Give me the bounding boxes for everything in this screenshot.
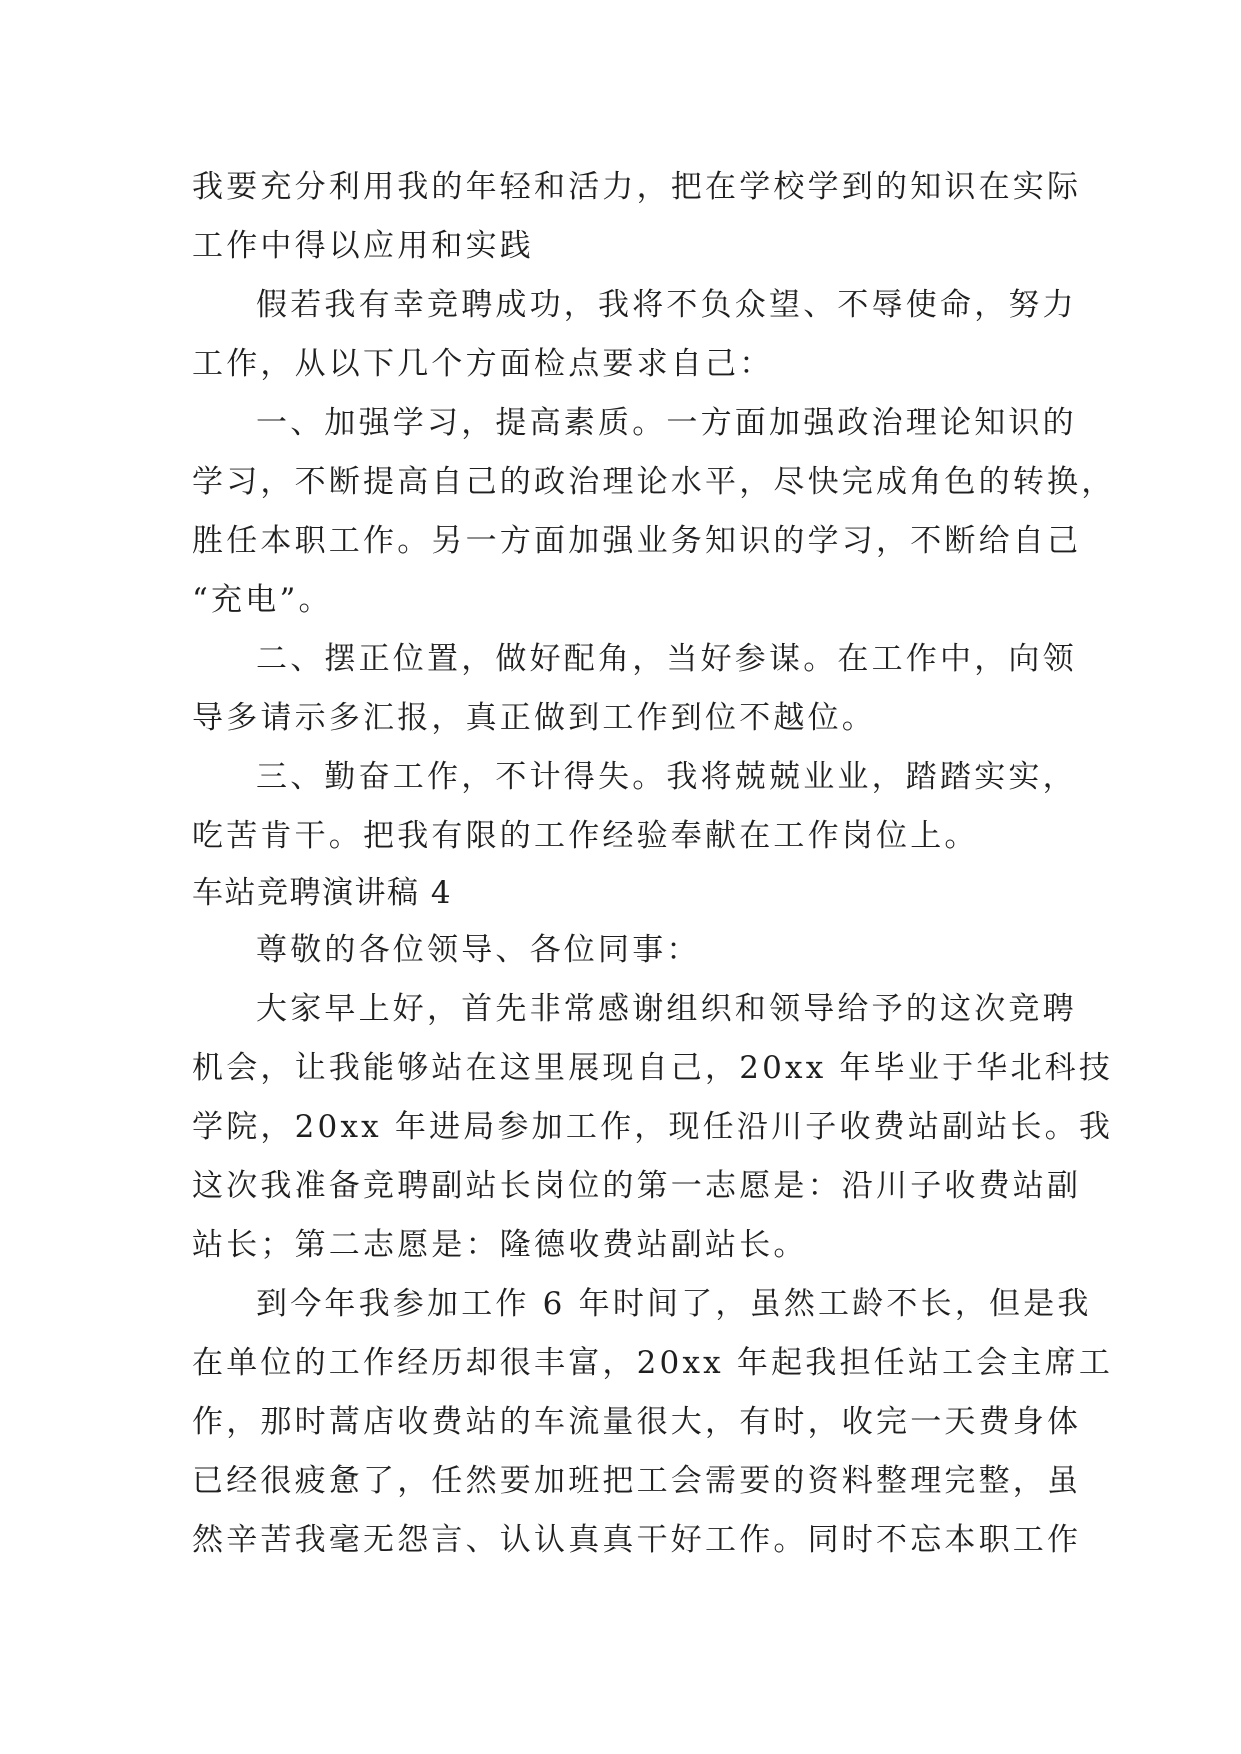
text-line: 作，那时蒿店收费站的车流量很大，有时，收完一天费身体 — [192, 1404, 1082, 1440]
paragraph — [192, 980, 1114, 1275]
text-line: 机会，让我能够站在这里展现自己，20xx 年毕业于华北科技 — [192, 1050, 1114, 1086]
paragraph — [192, 158, 1082, 276]
text-line: 工作，从以下几个方面检点要求自己： — [192, 346, 774, 382]
paragraph — [192, 748, 1077, 866]
section-title: 车站竞聘演讲稿 4 — [192, 875, 453, 911]
paragraph — [192, 1275, 1114, 1570]
text-line: 到今年我参加工作 6 年时间了，虽然工龄不长，但是我 — [256, 1286, 1092, 1322]
text-line: 导多请示多汇报，真正做到工作到位不越位。 — [192, 700, 876, 736]
paragraph — [192, 276, 1077, 394]
text-line: 已经很疲惫了，任然要加班把工会需要的资料整理完整，虽 — [192, 1463, 1082, 1499]
text-line: “充电”。 — [192, 582, 333, 618]
paragraph — [192, 630, 1077, 748]
text-line: 胜任本职工作。另一方面加强业务知识的学习，不断给自己 — [192, 523, 1082, 559]
text-line: 吃苦肯干。把我有限的工作经验奉献在工作岗位上。 — [192, 818, 979, 854]
text-line: 假若我有幸竞聘成功，我将不负众望、不辱使命，努力 — [256, 287, 1077, 323]
text-line: 我要充分利用我的年轻和活力，把在学校学到的知识在实际 — [192, 169, 1082, 205]
text-line: 二、摆正位置，做好配角，当好参谋。在工作中，向领 — [256, 641, 1077, 677]
text-line: 工作中得以应用和实践 — [192, 228, 534, 264]
text-line: 大家早上好，首先非常感谢组织和领导给予的这次竞聘 — [256, 991, 1077, 1027]
text-line: 学院，20xx 年进局参加工作，现任沿川子收费站副站长。我 — [192, 1109, 1114, 1145]
document-body — [192, 158, 1116, 1570]
text-line: 学习，不断提高自己的政治理论水平，尽快完成角色的转换， — [192, 464, 1116, 500]
paragraph — [192, 921, 1052, 980]
text-line: 三、勤奋工作，不计得失。我将兢兢业业，踏踏实实， — [256, 759, 1077, 795]
text-line: 站长；第二志愿是：隆德收费站副站长。 — [192, 1227, 808, 1263]
text-line: 在单位的工作经历却很丰富，20xx 年起我担任站工会主席工 — [192, 1345, 1114, 1381]
text-line: 一、加强学习，提高素质。一方面加强政治理论知识的 — [256, 405, 1077, 441]
text-line: 这次我准备竞聘副站长岗位的第一志愿是：沿川子收费站副 — [192, 1168, 1082, 1204]
paragraph — [192, 394, 1116, 630]
text-line: 然辛苦我毫无怨言、认认真真干好工作。同时不忘本职工作 — [192, 1522, 1082, 1558]
text-line: 尊敬的各位领导、各位同事： — [256, 932, 701, 968]
